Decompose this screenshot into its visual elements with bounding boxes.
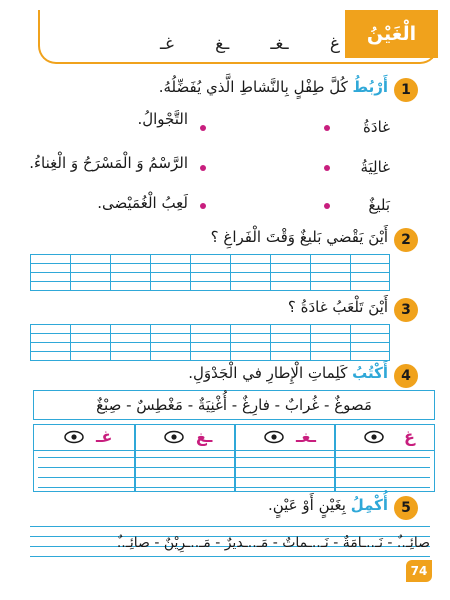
match-dot-name-3[interactable] (324, 203, 330, 209)
section1-text: كُلَّ طِفْلٍ بِالنَّشاطِ الَّذي يُفَضِّلُهُ. (158, 78, 353, 96)
table-column-letter: غـ (96, 427, 113, 446)
eye-icon (64, 430, 84, 444)
section4-instruction (188, 364, 388, 382)
header-letter-forms (160, 34, 340, 58)
section5-text: بِغَيْنٍ أَوْ عَيْنٍ. (267, 496, 351, 514)
section5-instruction (268, 496, 388, 514)
table-column-letter: ـغ (196, 427, 213, 446)
match-dot-activity-1[interactable] (200, 125, 206, 131)
letter-form: ـغ (215, 34, 230, 54)
header-title-tab (345, 10, 438, 58)
match-name-2[interactable]: غالِيَةُ (360, 158, 390, 176)
section5-keyword: أُكْمِلُ (350, 496, 388, 514)
header-title: الْغَيْنُ (366, 23, 417, 45)
match-dot-activity-3[interactable] (200, 203, 206, 209)
answer-lines-3[interactable] (30, 324, 390, 360)
eye-icon (264, 430, 284, 444)
match-name-1[interactable]: غادَةُ (363, 118, 390, 136)
section4-keyword: أَكْتُبُ (352, 364, 388, 382)
section-number-5: 5 (394, 496, 418, 520)
match-activity-1: التَّجْوالُ. (137, 110, 188, 128)
match-dot-name-1[interactable] (324, 125, 330, 131)
section2-question: أَيْنَ يَقْضي بَليغٌ وَقْتَ الْفَراغِ ؟ (210, 228, 388, 246)
letter-form: غـ (160, 34, 174, 54)
section3-question: أَيْنَ تَلْعَبُ غادَةُ ؟ (287, 298, 388, 316)
sort-table (33, 424, 435, 492)
complete-words[interactable]: صائِـ..ٌ - نَـ..ـامَةٌ - نَـ..ـماتٌ - مَـ..ـديرٌ - مَـ..ـرِيْنٌ - صائِـ..ٌ (116, 535, 430, 551)
answer-lines-2[interactable] (30, 254, 390, 290)
match-dot-name-2[interactable] (324, 165, 330, 171)
match-dot-activity-2[interactable] (200, 165, 206, 171)
section1-instruction (159, 78, 388, 96)
section-number-3: 3 (394, 298, 418, 322)
match-activity-2: الرَّسْمُ وَ الْمَسْرَحُ وَ الْغِناءُ. (29, 154, 188, 172)
letter-form: غ (329, 34, 340, 54)
section-number-1: 1 (394, 78, 418, 102)
table-column-letter: غ (404, 427, 415, 446)
letter-form: ـغـ (270, 34, 289, 54)
section-number-4: 4 (394, 364, 418, 388)
match-name-3[interactable]: بَليغٌ (368, 196, 390, 214)
page-number: 74 (406, 560, 432, 582)
table-column-letter: ـغـ (296, 427, 316, 446)
word-box: مَصوغٌ - غُرابٌ - فارِغٌ - أُغْنِيَةٌ - مَغْطِسٌ - صِبْغٌ (33, 390, 435, 420)
match-activity-3: لَعِبُ الْغُمَيْضى. (97, 194, 188, 212)
section4-text: كَلِماتِ الْإِطارِ في الْجَدْوَلِ. (188, 364, 353, 382)
section1-keyword: أَرْبُطُ (352, 78, 388, 96)
table-writing-lines[interactable] (38, 457, 430, 487)
eye-icon (364, 430, 384, 444)
eye-icon (164, 430, 184, 444)
section-number-2: 2 (394, 228, 418, 252)
